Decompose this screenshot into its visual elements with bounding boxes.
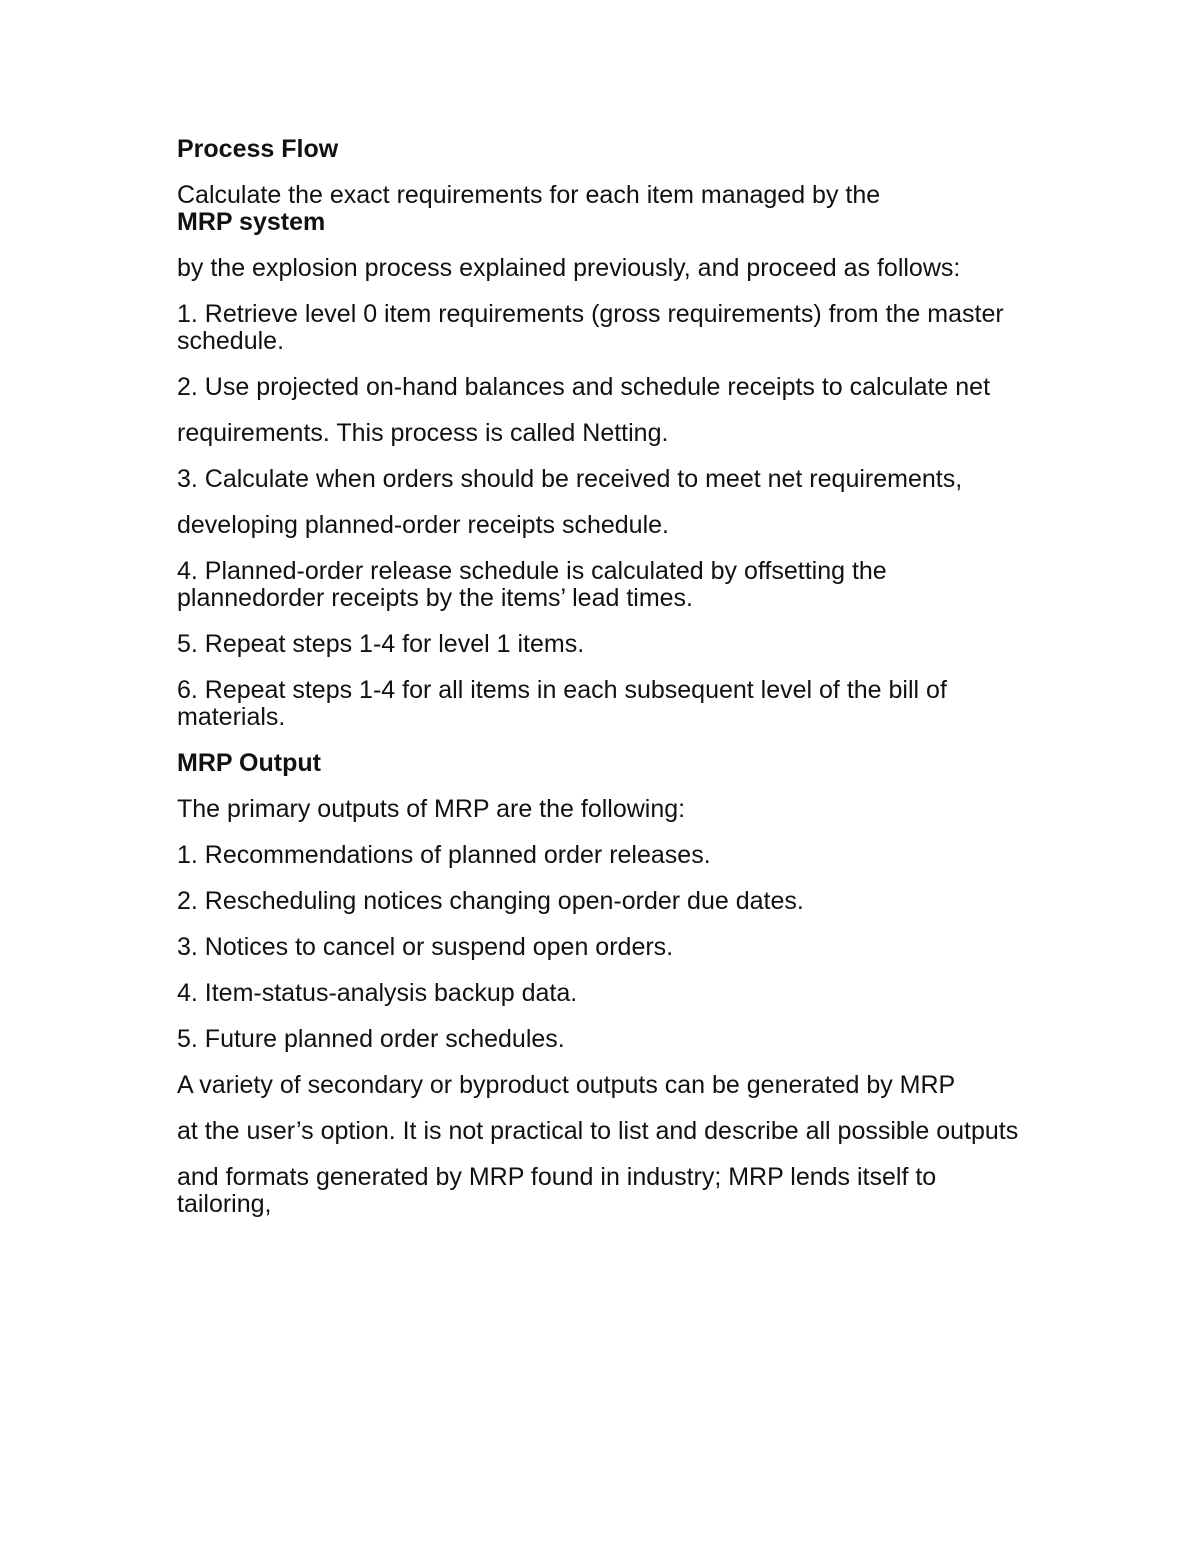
output-5: 5. Future planned order schedules. — [177, 1025, 565, 1053]
output-4: 4. Item-status-analysis backup data. — [177, 979, 578, 1007]
step-4: 4. Planned-order release schedule is calculated by offsetting the plannedorder receipts by the items’ lead times. — [177, 557, 887, 612]
heading-process-flow: Process Flow — [177, 135, 339, 163]
explosion-paragraph: by the explosion process explained previously, and proceed as follows: — [177, 254, 961, 282]
intro-paragraph — [177, 182, 1037, 236]
step-3-continued: developing planned-order receipts schedule. — [177, 511, 669, 539]
step-2: 2. Use projected on-hand balances and schedule receipts to calculate net — [177, 373, 991, 401]
step-5: 5. Repeat steps 1-4 for level 1 items. — [177, 630, 585, 658]
outputs-intro: The primary outputs of MRP are the following: — [177, 795, 686, 823]
output-3: 3. Notices to cancel or suspend open orders. — [177, 933, 674, 961]
secondary-paragraph-3: and formats generated by MRP found in industry; MRP lends itself to tailoring, — [177, 1163, 937, 1218]
step-3: 3. Calculate when orders should be received to meet net requirements, — [177, 465, 963, 493]
heading-mrp-output: MRP Output — [177, 749, 321, 777]
step-1: 1. Retrieve level 0 item requirements (gross requirements) from the master schedule. — [177, 300, 1004, 355]
secondary-paragraph-2: at the user’s option. It is not practical to list and describe all possible outputs — [177, 1117, 1019, 1145]
output-1: 1. Recommendations of planned order releases. — [177, 841, 711, 869]
step-6: 6. Repeat steps 1-4 for all items in each subsequent level of the bill of materials. — [177, 676, 947, 731]
intro-text: Calculate the exact requirements for each item managed by the — [177, 181, 881, 209]
step-2-continued: requirements. This process is called Netting. — [177, 419, 669, 447]
intro-bold-text: MRP system — [177, 208, 326, 236]
secondary-paragraph-1: A variety of secondary or byproduct outputs can be generated by MRP — [177, 1071, 956, 1099]
output-2: 2. Rescheduling notices changing open-order due dates. — [177, 887, 804, 915]
document-body — [177, 136, 1037, 1237]
